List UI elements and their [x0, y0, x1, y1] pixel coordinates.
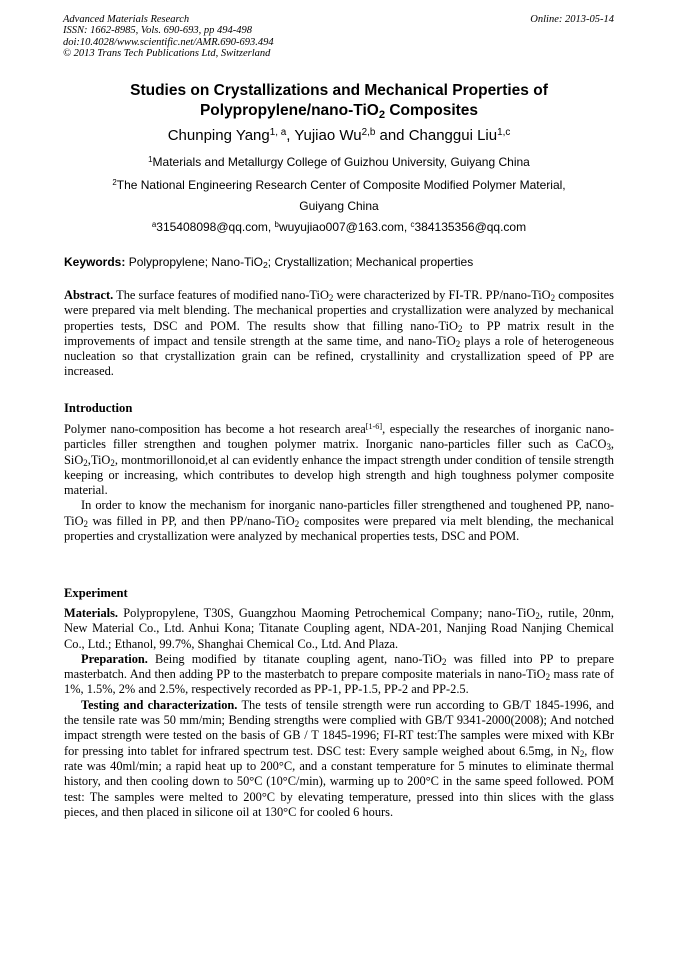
author-list: Chunping Yang$^{1, a}$, Yujiao Wu$^{2,b}$ and Changgui Liu$^{1,c}$ [167, 127, 511, 144]
paragraph: Preparation. Being modified by titanate coupling agent, nano-TiO$_2$ was filled into PP to prepare masterbatch. And then adding PP to the masterbatch to prepare composite materials in nano-TiO$_2$ mass rate of 1%, 1.5%, 2% and 2.5%, respectively recorded as PP-1, PP-1.5, PP-2 and PP-2.5. [64, 651, 614, 697]
author-name: Changgui Liu [408, 127, 498, 144]
keywords: Keywords: Polypropylene; Nano-TiO$_2$; Crystallization; Mechanical properties [64, 255, 474, 271]
paragraph: In order to know the mechanism for inorganic nano-particles filler strengthened and toughened PP, nano-TiO$_2$ was filled in PP, and then PP/nano-TiO$_2$ composites were prepared via melt blending, the mechanical properties and crystallization were analyzed by mechanical properties tests, DSC and POM. [64, 498, 614, 544]
affiliation-2: $^2$The National Engineering Research Center of Composite Modified Polymer Material, Guiyang China [112, 178, 566, 213]
email-link[interactable]: wuyujiao007@163.com, [278, 220, 411, 234]
section-heading-experiment: Experiment [64, 586, 128, 600]
paragraph: Materials. Polypropylene, T30S, Guangzhou Maoming Petrochemical Company; nano-TiO$_2$, rutile, 20nm, New Material Co., Ltd. Anhui Kona; Titanate Coupling agent, NDA-201, Nanjing Road Nanjing Chemical Co., Ltd.; Ethanol, 99.7%, Shanghai Chemical Co., Ltd. And Plaza. [64, 606, 614, 651]
abstract-paragraph: Abstract. The surface features of modified nano-TiO$_2$ were characterized by FI-TR. PP/nano-TiO$_2$ composites were prepared via melt blending. The mechanical properties and crystallization were analyzed by mechanical properties tests, DSC and POM. The results show that filling nano-TiO$_2$ to PP matrix result in the improvements of impact and tensile strength at the same time, and nano-TiO$_2$ plays a role of heterogeneous nucleation so that crystallization grain can be refined, crystallinity and crystallization speed of PP are increased. [64, 288, 614, 379]
journal-header [63, 14, 274, 60]
doi: doi:10.4028/www.scientific.net/AMR.690-693.494 [63, 36, 274, 48]
issn: ISSN: 1662-8985, Vols. 690-693, pp 494-498 [63, 25, 252, 37]
introduction-body [64, 422, 614, 544]
author-emails: $^a$315408098@qq.com, $^b$wuyujiao007@163.com, $^c$384135356@qq.com [151, 220, 527, 234]
copyright: © 2013 Trans Tech Publications Ltd, Switzerland [63, 48, 271, 60]
experiment-body [64, 606, 614, 820]
paragraph: Testing and characterization. The tests of tensile strength were run according to GB/T 1845-1996, and the tensile rate was 50 mm/min; Bending strengths were complied with GB/T 9341-2000(2008); And notched impact strength were tested on the basis of GB / T 1845-1996; FI-RT test:The samples were mixed with KBr for pressing into tablet for infrared spectrum test. DSC test: Every sample weighed about 6.5mg, in $N_2$, flow rate was 40ml/min; a rapid heat up to 200°C, and a constant temperature for 5 minutes to eliminate thermal history, and then cooling down to 50°C (10°C/min), warming up to 200°C in the same speed followed. POM test: The samples were melted to 200°C by elevating temperature, pressed into thin slices with the glass pieces, and then placed in silicone oil at 130°C for cooled 6 hours. [64, 697, 614, 819]
title-line-2: Polypropylene/nano-TiO$_2$ Composites [199, 102, 479, 121]
title-line-1: Studies on Crystallizations and Mechanical Properties of [130, 82, 548, 99]
email-link[interactable]: 384135356@qq.com [414, 220, 527, 234]
affiliation-1: $^1$Materials and Metallurgy College of Guizhou University, Guiyang China [148, 155, 530, 169]
section-heading-introduction: Introduction [64, 401, 133, 415]
journal-name: Advanced Materials Research [63, 14, 190, 25]
author-name: Yujiao Wu [294, 127, 362, 144]
email-link[interactable]: 315408098@qq.com, [156, 220, 275, 234]
paper-title [40, 81, 638, 121]
paragraph: Polymer nano-composition has become a hot research area[1-6], especially the researches of inorganic nano-particles filler strengthen and toughen polymer matrix. Inorganic nano-particles filler such as CaCO$_3$, SiO$_2$,TiO$_2$, montmorillonoid,et al can evidently enhance the impact strength under condition of tensile strength keeping or increasing, which contributes to develop high strength and high toughness polymer composite material. [64, 421, 614, 498]
online-date: Online: 2013-05-14 [530, 14, 614, 25]
author-name: Chunping Yang [167, 127, 270, 144]
